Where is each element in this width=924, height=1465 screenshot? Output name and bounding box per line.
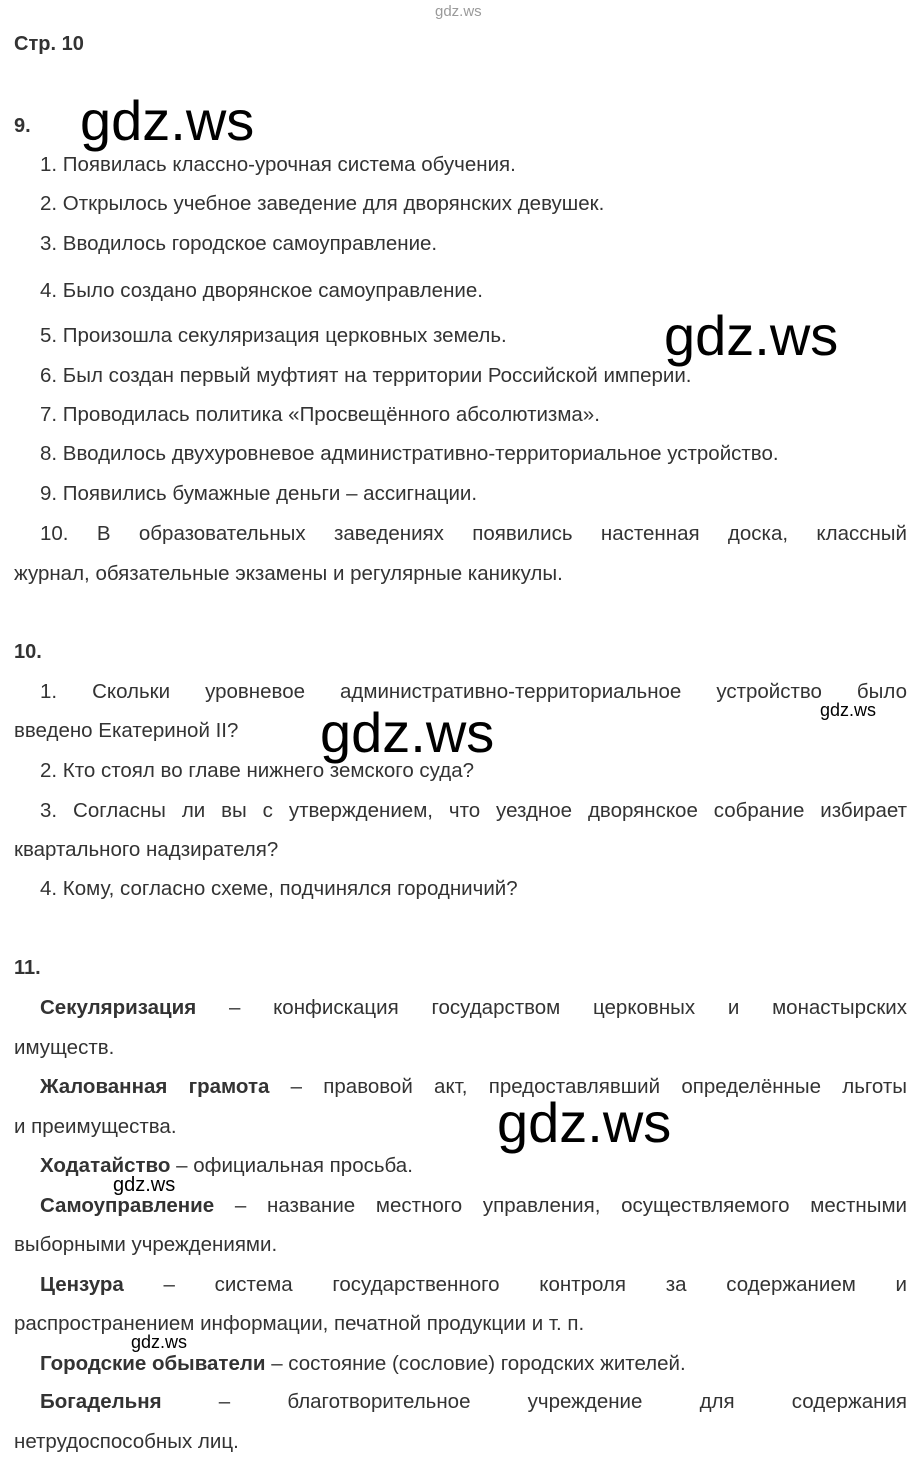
- definition-term: Богадельня: [40, 1390, 162, 1413]
- definition-text: – конфискация государством церковных и монастырских: [196, 996, 907, 1019]
- definition-text: – благотворительное учреждение для содержания: [161, 1390, 907, 1413]
- definition-line: [40, 1154, 413, 1178]
- section-10-number: 10.: [14, 641, 42, 663]
- definition-term: Самоуправление: [40, 1194, 215, 1217]
- section-9-number: 9.: [14, 115, 31, 137]
- definition-continuation: и преимущества.: [14, 1115, 177, 1138]
- watermark-small: gdz.ws: [131, 1332, 188, 1352]
- section-10-question-2: 2. Кто стоял во главе нижнего земского суда?: [40, 759, 475, 782]
- definition-term: Цензура: [40, 1273, 124, 1296]
- watermark-small: gdz.ws: [113, 1174, 176, 1196]
- watermark-top: gdz.ws: [435, 3, 482, 20]
- definition-continuation: выборными учреждениями.: [14, 1233, 278, 1256]
- definition-term: Городские обыватели: [40, 1352, 266, 1375]
- section-9-item: 8. Вводилось двухуровневое административно-территориальное устройство.: [40, 442, 779, 465]
- page-label-clip: [87, 28, 127, 60]
- section-9-item: 5. Произошла секуляризация церковных земель.: [40, 324, 507, 347]
- definition-text: – правовой акт, предоставлявший определённые льготы: [269, 1075, 907, 1098]
- section-11-number: 11.: [14, 957, 41, 979]
- watermark-large: gdz.ws: [80, 89, 255, 152]
- definition-line: [40, 1352, 686, 1376]
- section-9-item-10-line2: журнал, обязательные экзамены и регулярные каникулы.: [14, 562, 563, 585]
- definition-line: [40, 1194, 907, 1218]
- definition-line: [40, 1390, 907, 1414]
- section-10-question-1-line2: введено Екатериной II?: [14, 719, 239, 742]
- definition-line: [40, 996, 907, 1020]
- section-9-item: 6. Был создан первый муфтият на территории Российской империи.: [40, 364, 692, 387]
- section-9-item: 7. Проводилась политика «Просвещённого абсолютизма».: [40, 403, 600, 426]
- definition-line: [40, 1273, 907, 1297]
- definition-text: – официальная просьба.: [170, 1154, 413, 1177]
- section-9-item: 1. Появилась классно-урочная система обучения.: [40, 153, 516, 176]
- definition-continuation: имуществ.: [14, 1036, 115, 1059]
- section-9-item: 4. Было создано дворянское самоуправление.: [40, 279, 483, 302]
- definition-text: – состояние (сословие) городских жителей.: [265, 1352, 686, 1375]
- definition-text: – система государственного контроля за содержанием и: [123, 1273, 907, 1296]
- definition-continuation: распространением информации, печатной продукции и т. п.: [14, 1312, 585, 1335]
- definition-term: Секуляризация: [40, 996, 197, 1019]
- section-10-question-1-line1: 1. Скольки уровневое административно-территориальное устройство было: [40, 680, 907, 703]
- definition-line: [40, 1075, 907, 1099]
- section-9-item: 2. Открылось учебное заведение для дворянских девушек.: [40, 192, 605, 215]
- watermark-large: gdz.ws: [497, 1091, 672, 1154]
- definition-term: Жалованная грамота: [40, 1075, 270, 1098]
- section-9-item: 3. Вводилось городское самоуправление.: [40, 232, 438, 255]
- page-label: Стр. 10: [14, 33, 84, 55]
- section-9-item-10-line1: 10. В образовательных заведениях появились настенная доска, классный: [40, 522, 907, 545]
- section-10-question-3-line2: квартального надзирателя?: [14, 838, 279, 861]
- definition-term: Ходатайство: [40, 1154, 171, 1177]
- watermark-small: gdz.ws: [820, 700, 877, 720]
- watermark-large: gdz.ws: [320, 701, 495, 764]
- definition-continuation: нетрудоспособных лиц.: [14, 1430, 239, 1453]
- watermark-large: gdz.ws: [664, 304, 839, 367]
- section-10-question-3-line1: 3. Согласны ли вы с утверждением, что уездное дворянское собрание избирает: [40, 799, 907, 822]
- section-10-question-4: 4. Кому, согласно схеме, подчинялся городничий?: [40, 877, 518, 900]
- definition-text: – название местного управления, осуществляемого местными: [214, 1194, 907, 1217]
- section-9-item: 9. Появились бумажные деньги – ассигнации.: [40, 482, 478, 505]
